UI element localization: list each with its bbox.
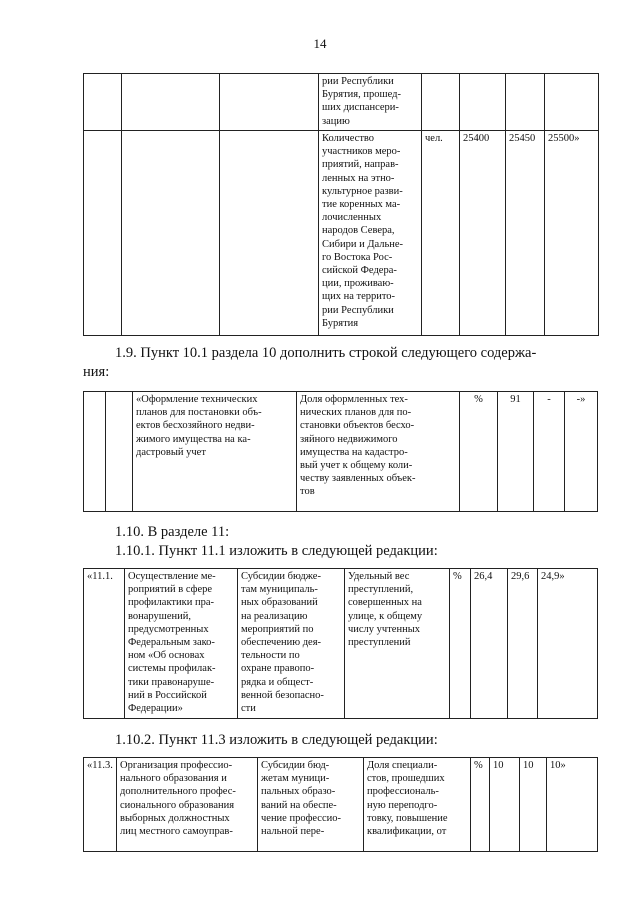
- table-cell: [545, 74, 599, 131]
- table-section-10-row: [83, 391, 598, 512]
- table-cell: Удельный вес преступлений, совершенных на улице, к общему числу учтенных преступлений: [345, 569, 450, 719]
- page-number: 14: [313, 36, 327, 51]
- table-cell: [220, 131, 319, 336]
- table-cell: Количество участников меро- приятий, направ- ленных на этно- культурное разви- тие коренных ма- лочисленных народов Севера, Сибири и Дальне- го Востока Рос- сийской Федера- ции, проживаю- щих на террито- рии Республики Бурятия: [319, 131, 422, 336]
- table-cell: -»: [565, 392, 598, 512]
- table-cell: 29,6: [508, 569, 538, 719]
- table-cell: 91: [498, 392, 534, 512]
- table-cell: [506, 74, 545, 131]
- table-cell: рии Республики Бурятия, прошед- ших диспансери- зацию: [319, 74, 422, 131]
- table-cell: 10»: [547, 758, 598, 852]
- paragraph-1-10: 1.10. В разделе 11:: [115, 524, 230, 540]
- table-cell: [422, 74, 460, 131]
- table-cell: [460, 74, 506, 131]
- table-cell: Субсидии бюд- жетам муници- пальных образо- ваний на обеспе- чение профессио- нальной пере-: [258, 758, 364, 852]
- paragraph-1-10-2: 1.10.2. Пункт 11.3 изложить в следующей редакции:: [115, 732, 438, 748]
- table-cell: 10: [490, 758, 520, 852]
- table-continuation: [83, 73, 599, 336]
- table-cell: чел.: [422, 131, 460, 336]
- table-cell: [84, 74, 122, 131]
- table-row: [84, 74, 599, 131]
- table-cell: Осуществление ме- роприятий в сфере профилактики пра- вонарушений, предусмотренных Федеральным зако- ном «Об основах системы профилак- тики правонаруше- ний в Российской Федерации»: [125, 569, 238, 719]
- table-cell: Доля специали- стов, прошедших профессиональ- ную переподго- товку, повышение квалификации, от: [364, 758, 471, 852]
- table-cell: 25450: [506, 131, 545, 336]
- table-cell: %: [450, 569, 471, 719]
- paragraph-1-10-1: 1.10.1. Пункт 11.1 изложить в следующей редакции:: [115, 543, 438, 559]
- table-row: [84, 758, 598, 852]
- table-cell: 10: [520, 758, 547, 852]
- table-cell: [122, 74, 220, 131]
- table-cell: 25500»: [545, 131, 599, 336]
- table-cell: [122, 131, 220, 336]
- table-cell: «11.3.: [84, 758, 117, 852]
- table-row: [84, 131, 599, 336]
- paragraph-1-9: 1.9. Пункт 10.1 раздела 10 дополнить строкой следующего содержа- ния:: [83, 345, 537, 380]
- table-row: [84, 569, 598, 719]
- table-cell: [84, 131, 122, 336]
- table-cell: 26,4: [471, 569, 508, 719]
- table-cell: Субсидии бюдже- там муниципаль- ных образований на реализацию мероприятий по обеспечению дея- тельности по охране правопо- рядка и общест- венной безопасно- сти: [238, 569, 345, 719]
- table-cell: %: [471, 758, 490, 852]
- table-cell: [220, 74, 319, 131]
- table-cell: «11.1.: [84, 569, 125, 719]
- table-cell: -: [534, 392, 565, 512]
- table-cell: [84, 392, 106, 512]
- table-cell: Организация профессио- нального образования и дополнительного профес- сионального образования выборных должностных лиц местного самоуправ-: [117, 758, 258, 852]
- table-cell: %: [460, 392, 498, 512]
- table-cell: Доля оформленных тех- нических планов для по- становки объектов бесхо- зяйного недвижимого имущества на кадастро- вый учет к общему коли- честву заявленных объек- тов: [297, 392, 460, 512]
- table-cell: 25400: [460, 131, 506, 336]
- table-row: [84, 392, 598, 512]
- table-item-11-1: [83, 568, 598, 719]
- table-cell: «Оформление технических планов для постановки объ- ектов бесхозяйного недви- жимого имущества на ка- дастровый учет: [133, 392, 297, 512]
- table-item-11-3: [83, 757, 598, 852]
- table-cell: [106, 392, 133, 512]
- table-cell: 24,9»: [538, 569, 598, 719]
